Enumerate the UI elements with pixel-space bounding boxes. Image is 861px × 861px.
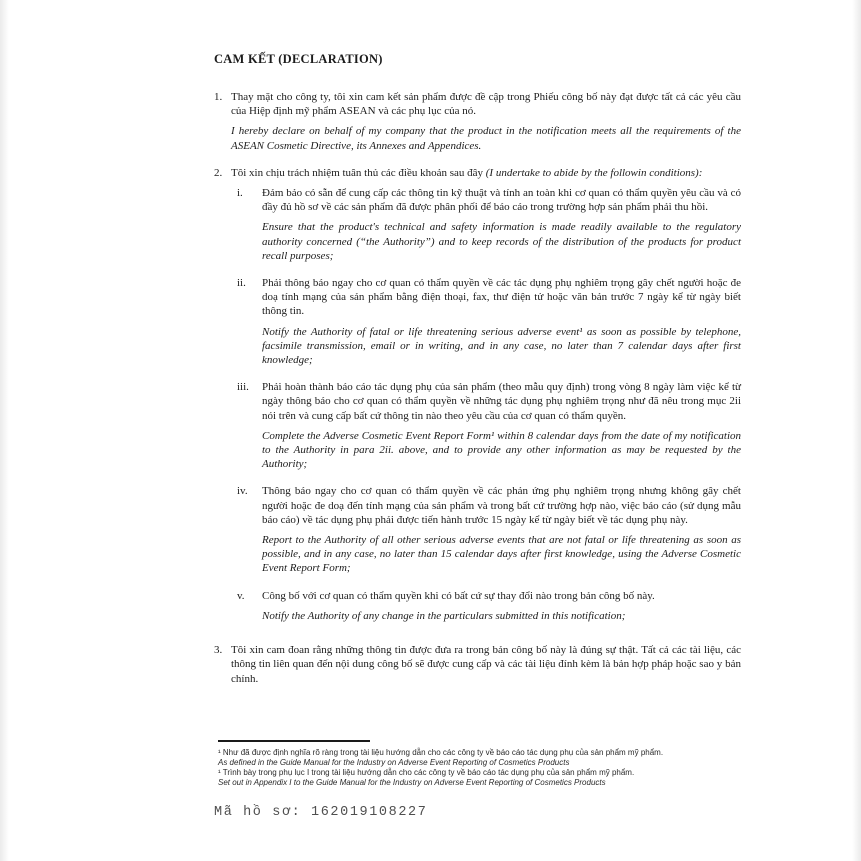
- sub-ii-english-text: Notify the Authority of fatal or life threatening serious adverse event¹ as soon as possible by telephone, facsimile transmission, email or in writing, and in any case, no later than 7 calendar days after first knowledge;: [262, 325, 741, 367]
- file-code-label: Mã hồ sơ:: [214, 805, 302, 820]
- list-item-3: [214, 643, 741, 692]
- item-3-vietnamese-text: Tôi xin cam đoan rằng những thông tin được đưa ra trong bản công bố này là đúng sự thật. Tất cả các tài liệu, các thông tin liên quan đến nội dung công bố sẽ được cung cấp và các tài liệu đính kèm là bản hợp pháp hoặc sao y bản chính.: [231, 644, 741, 685]
- file-code-value: 162019108227: [311, 805, 428, 820]
- item-2-english-inline-text: (I undertake to abide by the followin conditions):: [485, 166, 703, 179]
- declaration-section: [214, 52, 741, 699]
- sub-item-iii: [231, 380, 741, 477]
- sub-iv-english-text: Report to the Authority of all other serious adverse events that are not fatal or life threatening as soon as possible, and in any case, no later than 15 calendar days after first knowledge, using the Adverse Cosmetic Event Report Form;: [262, 534, 741, 575]
- sub-item-body: [262, 589, 741, 629]
- file-code: [214, 805, 427, 820]
- footnote-divider: [218, 740, 370, 742]
- sub-item-marker: i.: [237, 187, 243, 200]
- list-item-body: [231, 643, 741, 692]
- sub-item-i: [231, 186, 741, 269]
- list-marker: 2.: [214, 166, 223, 179]
- list-item-2: [214, 166, 741, 636]
- scan-edge-left: [0, 0, 9, 861]
- sub-item-body: [262, 484, 741, 581]
- footnote-2-english: Set out in Appendix I to the Guide Manual for the Industry on Adverse Event Reporting of Cosmetics Products: [218, 778, 606, 787]
- sub-iii-vietnamese-text: Phải hoàn thành báo cáo tác dụng phụ của sản phẩm (theo mẫu quy định) trong vòng 8 ngày làm việc kể từ ngày thông báo cho cơ quan có thẩm quyền về những tác dụng phụ nghiêm trọng như đã nêu trong mục 2ii nói trên và cung cấp bất cứ thông tin nào theo yêu cầu của cơ quan có thẩm quyền.: [262, 381, 741, 422]
- sub-iv-vietnamese-text: Thông báo ngay cho cơ quan có thẩm quyền về các phản ứng phụ nghiêm trọng nhưng không gây chết người hoặc đe doạ đến tính mạng của sản phẩm và trong bất cứ trường hợp nào, việc báo cáo (sử dụng mẫu báo cáo) về tác dụng phụ phải được tiến hành trước 15 ngày kể từ ngày biết về tác dụng phụ này.: [262, 485, 741, 526]
- sub-v-vietnamese-text: Công bố với cơ quan có thẩm quyền khi có bất cứ sự thay đổi nào trong bản công bố này.: [262, 589, 655, 602]
- footnote-2-vietnamese: ¹ Trình bày trong phụ lục I trong tài liệu hướng dẫn cho các công ty về báo cáo tác dụng phụ của sản phẩm mỹ phẩm.: [218, 768, 635, 777]
- sub-item-marker: iii.: [237, 381, 249, 394]
- item-1-english-text: I hereby declare on behalf of my company that the product in the notification meets all the requirements of the ASEAN Cosmetic Directive, its Annexes and Appendices.: [231, 125, 741, 152]
- scan-edge-right: [852, 0, 861, 861]
- item-1-vietnamese-text: Thay mặt cho công ty, tôi xin cam kết sản phẩm được đề cập trong Phiếu công bố này đạt được tất cả các yêu cầu của Hiệp định mỹ phẩm ASEAN và các phụ lục của nó.: [231, 91, 741, 118]
- sub-i-english-text: Ensure that the product's technical and safety information is made readily available to the regulatory authority concerned (“the Authority”) and to keep records of the distribution of the products for product recall purposes;: [262, 221, 741, 262]
- sub-item-iv: [231, 484, 741, 581]
- list-item-body: [231, 166, 741, 636]
- item-2-intro-text: [231, 166, 741, 180]
- sub-ii-vietnamese-text: Phải thông báo ngay cho cơ quan có thẩm quyền về các tác dụng phụ nghiêm trọng gây chết người hoặc đe doạ tính mạng của sản phẩm bằng điện thoại, fax, thư điện tử hoặc văn bản trước 7 ngày kể từ ngày biết thông tin.: [262, 277, 741, 318]
- page-title: CAM KẾT (DECLARATION): [214, 52, 383, 66]
- sub-item-body: [262, 276, 741, 373]
- footnote-1-vietnamese: ¹ Như đã được định nghĩa rõ ràng trong tài liệu hướng dẫn cho các công ty về báo cáo tác dụng phụ của sản phẩm mỹ phẩm.: [218, 748, 664, 757]
- sub-item-body: [262, 380, 741, 477]
- footnotes-section: [218, 740, 750, 788]
- sub-item-marker: iv.: [237, 485, 248, 498]
- list-marker: 3.: [214, 644, 223, 657]
- item-2-vietnamese-text: Tôi xin chịu trách nhiệm tuân thủ các điều khoản sau đây: [231, 166, 484, 179]
- footnote-1-english: As defined in the Guide Manual for the Industry on Adverse Event Reporting of Cosmetics Products: [218, 758, 570, 767]
- sub-i-vietnamese-text: Đảm bảo có sẵn để cung cấp các thông tin kỹ thuật và tính an toàn khi cơ quan có thẩm quyền yêu cầu và có đầy đủ hồ sơ về các sản phẩm đã được phân phối để báo cáo trong trường hợp sản phẩm phải thu hồi.: [262, 187, 741, 214]
- sub-item-body: [262, 186, 741, 269]
- sub-iii-english-text: Complete the Adverse Cosmetic Event Report Form¹ within 8 calendar days from the date of my notification to the Authority in para 2ii. above, and to provide any other information as may be requested by the Authority;: [262, 429, 741, 471]
- sub-item-v: [231, 589, 741, 629]
- list-item-body: [231, 90, 741, 159]
- list-marker: 1.: [214, 91, 223, 103]
- list-item-1: [214, 90, 741, 159]
- sub-item-marker: v.: [237, 589, 245, 602]
- sub-item-marker: ii.: [237, 277, 246, 290]
- sub-item-ii: [231, 276, 741, 373]
- sub-v-english-text: Notify the Authority of any change in the particulars submitted in this notification;: [262, 609, 626, 622]
